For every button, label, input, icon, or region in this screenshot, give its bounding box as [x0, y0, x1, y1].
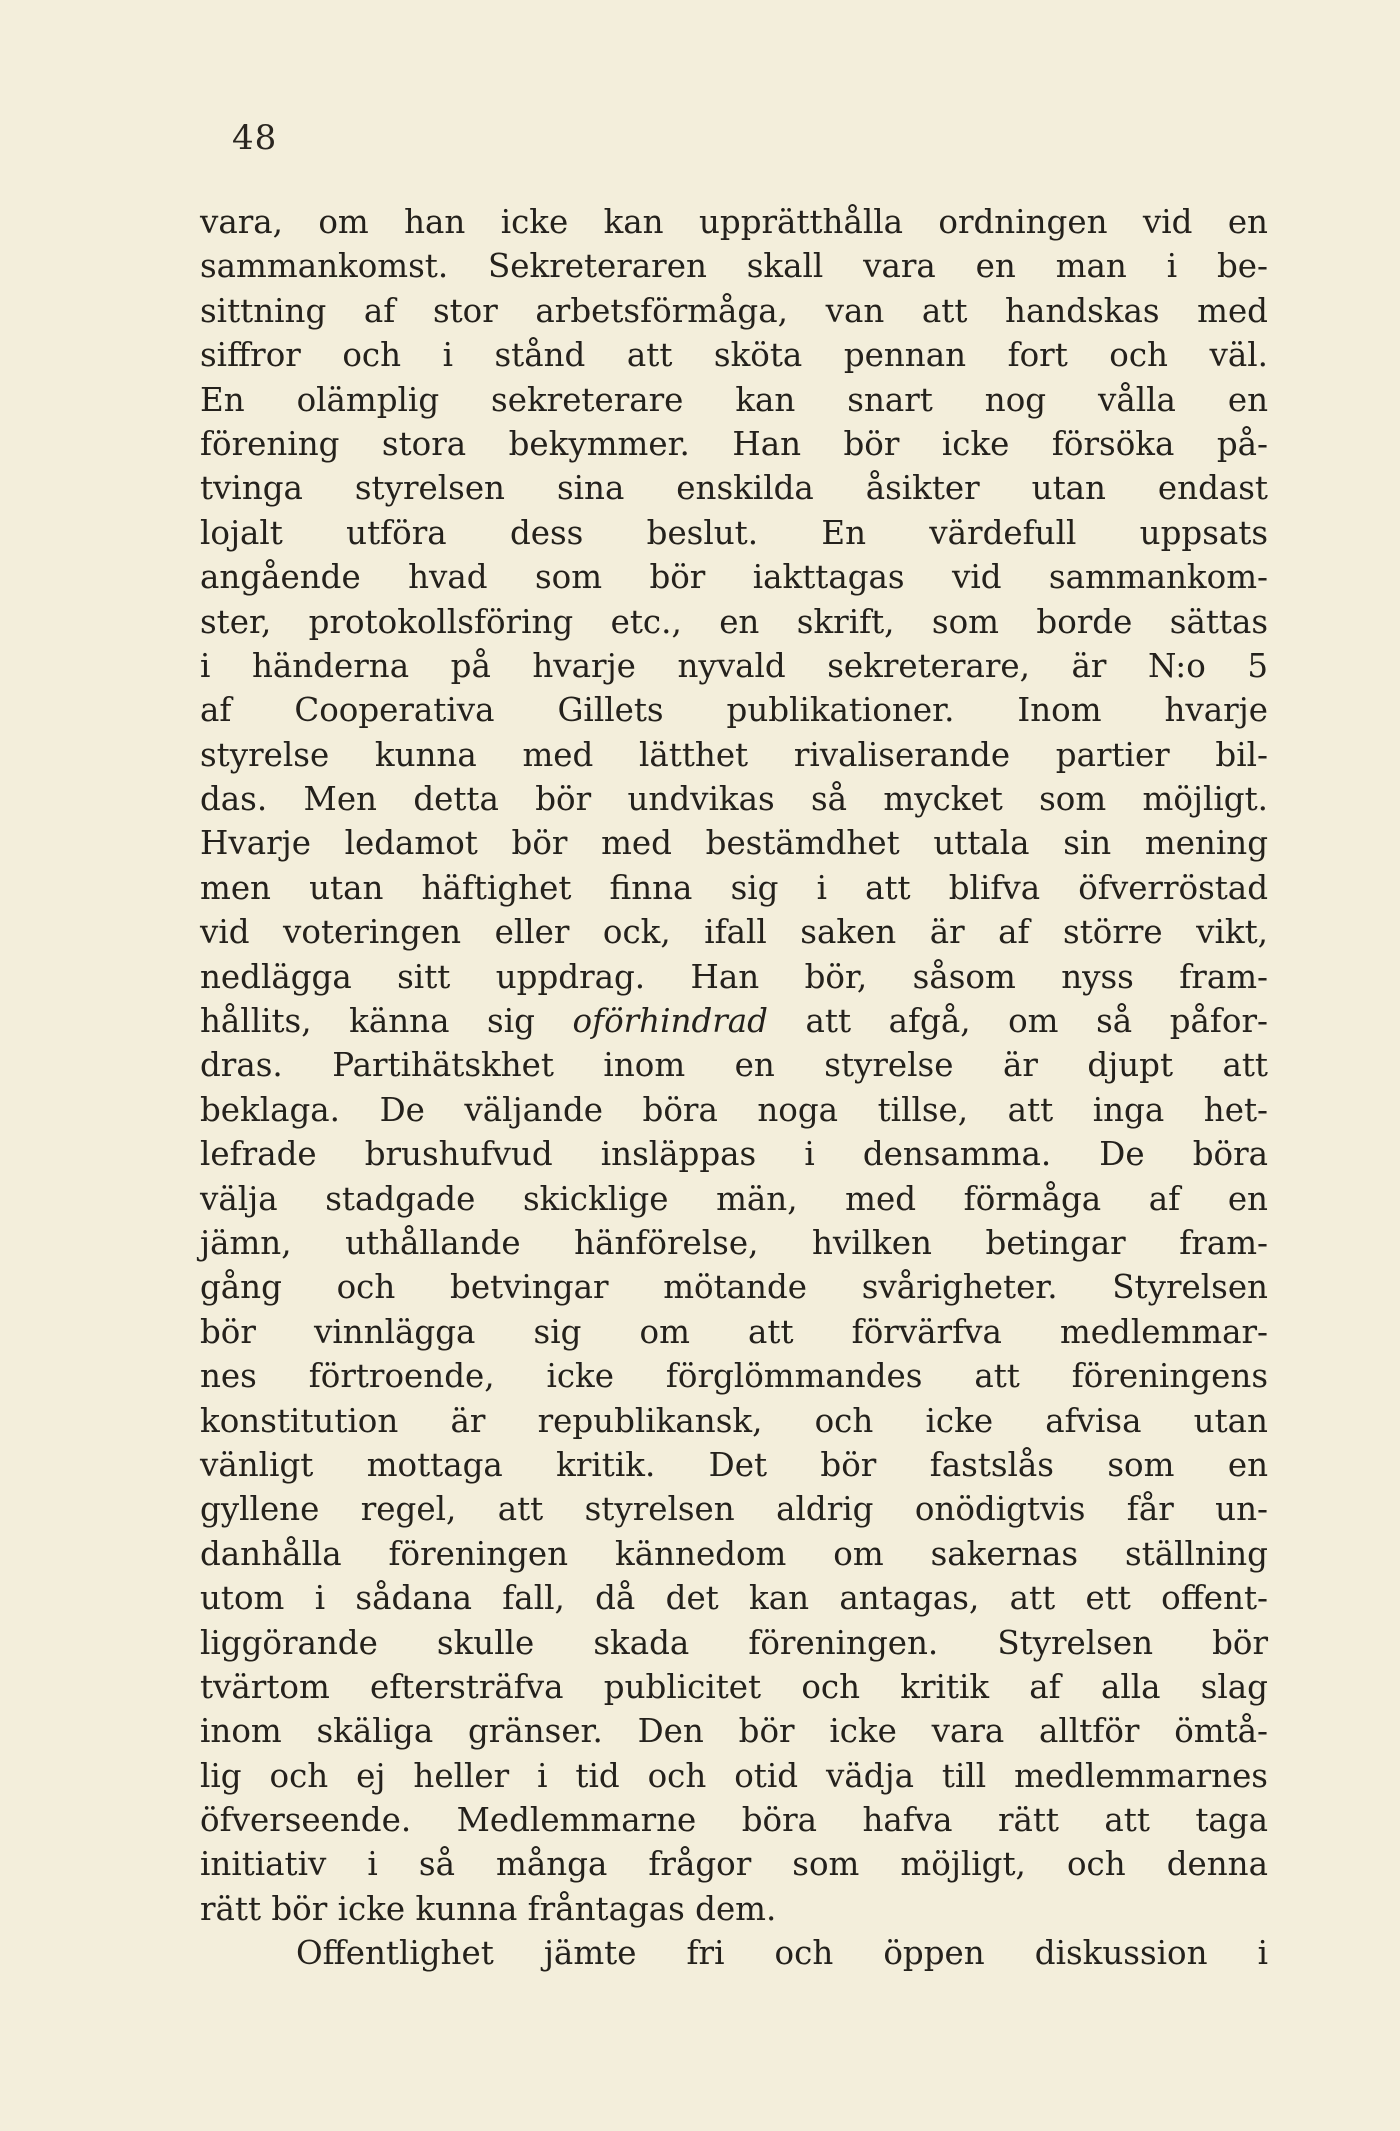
text-line: ster, protokollsföring etc., en skrift, som borde sättas: [200, 602, 1268, 641]
text-line: tvinga styrelsen sina enskilda åsikter utan endast: [200, 469, 1268, 508]
text-line: siffror och i stånd att sköta pennan fort och väl.: [200, 336, 1268, 375]
text-segment: att afgå, om så påfor-: [767, 1002, 1268, 1041]
text-line: sittning af stor arbetsförmåga, van att handskas med: [200, 291, 1268, 330]
text-line: inom skäliga gränser. Den bör icke vara alltför ömtå-: [200, 1712, 1268, 1751]
text-line: lojalt utföra dess beslut. En värdefull uppsats: [200, 513, 1268, 552]
italic-word: oförhindrad: [572, 1002, 768, 1041]
text-line: danhålla föreningen kännedom om sakernas ställning: [200, 1534, 1268, 1573]
text-line: rätt bör icke kunna fråntagas dem.: [200, 1889, 777, 1928]
text-line: Offentlighet jämte fri och öppen diskussion i: [296, 1934, 1268, 1973]
text-line: vid voteringen eller ock, ifall saken är af större vikt,: [200, 913, 1268, 952]
text-line: dras. Partihätskhet inom en styrelse är djupt att: [200, 1046, 1268, 1085]
text-line: gyllene regel, att styrelsen aldrig onödigtvis får un-: [200, 1490, 1268, 1529]
text-line: beklaga. De väljande böra noga tillse, att inga het-: [200, 1090, 1268, 1129]
text-line: lefrade brushufvud insläppas i densamma. De böra: [200, 1135, 1268, 1174]
text-line: nedlägga sitt uppdrag. Han bör, såsom nyss fram-: [200, 957, 1268, 996]
text-line: styrelse kunna med lätthet rivaliserande partier bil-: [200, 735, 1268, 774]
text-line: konstitution är republikansk, och icke afvisa utan: [200, 1401, 1268, 1440]
text-line: öfverseende. Medlemmarne böra hafva rätt att taga: [200, 1801, 1268, 1840]
text-line: En olämplig sekreterare kan snart nog vålla en: [200, 380, 1268, 419]
text-line: utom i sådana fall, då det kan antagas, att ett offent-: [200, 1579, 1268, 1618]
text-line: vara, om han icke kan upprätthålla ordningen vid en: [200, 203, 1268, 241]
text-line: välja stadgade skicklige män, med förmåga af en: [200, 1179, 1268, 1218]
text-segment: hållits, känna sig: [200, 1002, 573, 1041]
text-line: bör vinnlägga sig om att förvärfva medlemmar-: [200, 1312, 1268, 1351]
text-line: nes förtroende, icke förglömmandes att föreningens: [200, 1357, 1268, 1396]
text-line: gång och betvingar mötande svårigheter. Styrelsen: [200, 1268, 1268, 1307]
text-line: Hvarje ledamot bör med bestämdhet uttala sin mening: [200, 824, 1268, 863]
text-line: angående hvad som bör iakttagas vid sammankom-: [200, 558, 1268, 597]
text-line: sammankomst. Sekreteraren skall vara en man i be-: [200, 247, 1268, 286]
page-number: 48: [232, 118, 278, 158]
text-line: initiativ i så många frågor som möjligt, och denna: [200, 1845, 1268, 1884]
text-line: i händerna på hvarje nyvald sekreterare, är N:o 5: [200, 646, 1268, 685]
text-line: tvärtom eftersträfva publicitet och kritik af alla slag: [200, 1667, 1268, 1706]
body-text: [200, 200, 1268, 1976]
text-line-with-italic: [200, 999, 1268, 1043]
text-line: men utan häftighet finna sig i att blifva öfverröstad: [200, 868, 1268, 907]
text-line: jämn, uthållande hänförelse, hvilken betingar fram-: [200, 1223, 1268, 1262]
text-line: vänligt mottaga kritik. Det bör fastslås som en: [200, 1445, 1268, 1484]
text-line: lig och ej heller i tid och otid vädja till medlemmarnes: [200, 1756, 1268, 1795]
text-line: af Cooperativa Gillets publikationer. Inom hvarje: [200, 691, 1268, 730]
text-line: das. Men detta bör undvikas så mycket som möjligt.: [200, 780, 1268, 819]
text-line: förening stora bekymmer. Han bör icke försöka på-: [200, 424, 1268, 463]
text-line: liggörande skulle skada föreningen. Styrelsen bör: [200, 1623, 1268, 1662]
